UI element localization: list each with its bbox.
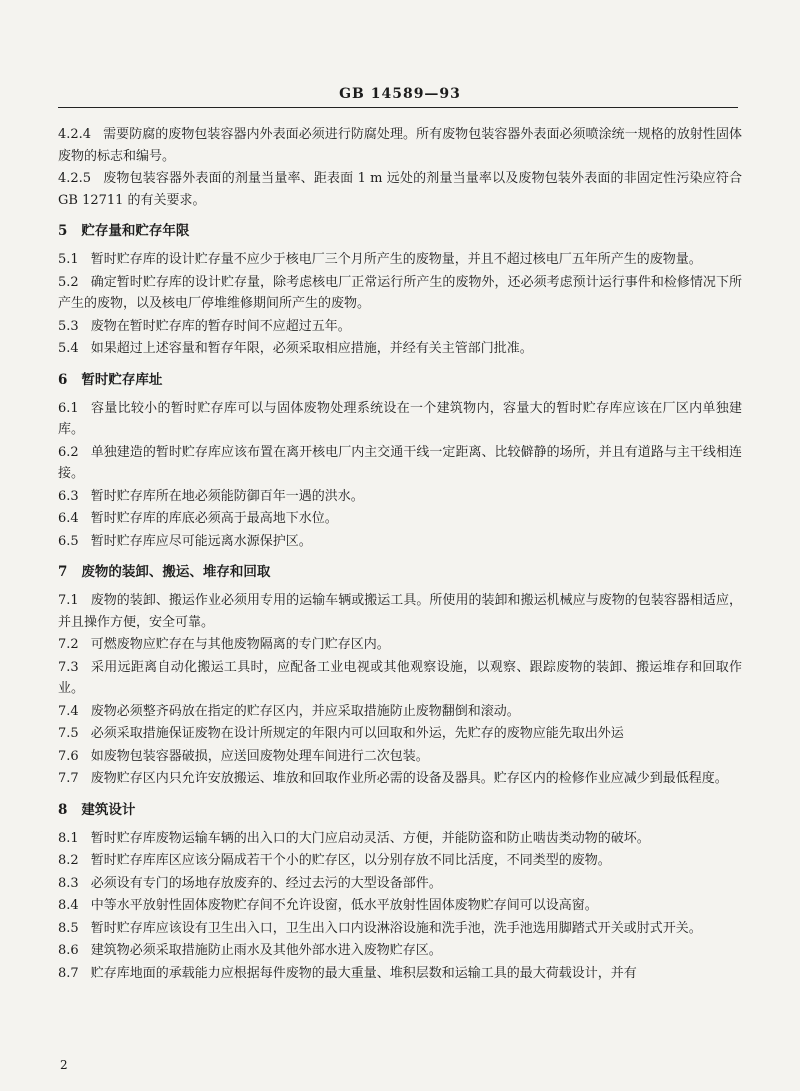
section-heading-7	[58, 562, 742, 582]
clause-number: 6.4	[58, 511, 79, 526]
clause-text: 单独建造的暂时贮存库应该布置在离开核电厂内主交通干线一定距离、比较僻静的场所，并且有道路与主干线相连接。	[58, 444, 742, 481]
clause-text: 废物在暂时贮存库的暂存时间不应超过五年。	[90, 318, 351, 334]
clause-number: 7.6	[58, 748, 79, 764]
clause-text: 废物的装卸、搬运作业必须用专用的运输车辆或搬运工具。所使用的装卸和搬运机械应与废物的包装容器相适应，并且操作方便，安全可靠。	[58, 593, 742, 630]
clause-text: 废物包装容器外表面的剂量当量率、距表面 1 m 远处的剂量当量率以及废物包装外表面的非固定性污染应符合 GB 12711 的有关要求。	[58, 171, 742, 208]
clause-text: 中等水平放射性固体废物贮存间不允许设窗，低水平放射性固体废物贮存间可以设高窗。	[90, 898, 598, 913]
clause-number: 7.1	[58, 593, 79, 608]
clause-text: 必须设有专门的场地存放废弃的、经过去污的大型设备部件。	[90, 875, 442, 891]
clause-number: 8.1	[58, 830, 79, 846]
page-number: 2	[60, 1058, 68, 1072]
clause-6-4	[58, 508, 742, 530]
clause-number: 7.5	[58, 726, 79, 741]
clause-text: 采用远距离自动化搬运工具时，应配备工业电视或其他观察设施，以观察、跟踪废物的装卸、搬运堆存和回取作业。	[58, 659, 742, 696]
clause-7-1	[58, 590, 742, 633]
clause-6-3	[58, 486, 742, 508]
page-header: GB 14589—93	[339, 86, 461, 102]
clause-number: 6.1	[58, 400, 79, 416]
clause-text: 贮存库地面的承载能力应根据每件废物的最大重量、堆积层数和运输工具的最大荷载设计，并有	[90, 965, 637, 981]
clause-text: 暂时贮存库所在地必须能防御百年一遇的洪水。	[90, 488, 364, 504]
clause-text: 如废物包装容器破损，应送回废物处理车间进行二次包装。	[90, 748, 429, 764]
clause-number: 5.4	[58, 341, 79, 356]
clause-4-2-5	[58, 168, 742, 211]
clause-number: 4.2.5	[58, 171, 92, 186]
section-number: 6	[58, 371, 68, 388]
clause-text: 暂时贮存库应尽可能远离水源保护区。	[90, 533, 312, 549]
clause-text: 需要防腐的废物包装容器内外表面必须进行防腐处理。所有废物包装容器外表面必须喷涂统一规格的放射性固体废物的标志和编号。	[58, 127, 742, 164]
clause-number: 8.7	[58, 965, 79, 981]
section-title: 建筑设计	[81, 801, 136, 818]
clause-number: 5.1	[58, 252, 79, 267]
clause-6-5	[58, 531, 742, 553]
section-title: 暂时贮存库址	[81, 371, 163, 388]
clause-5-1	[58, 249, 742, 271]
clause-number: 8.5	[58, 920, 79, 936]
clause-number: 6.3	[58, 488, 79, 504]
clause-number: 8.6	[58, 943, 79, 958]
section-title: 废物的装卸、搬运、堆存和回取	[81, 564, 271, 580]
clause-text: 容量比较小的暂时贮存库可以与固体废物处理系统设在一个建筑物内，容量大的暂时贮存库应该在厂区内单独建库。	[58, 400, 742, 437]
section-number: 7	[58, 564, 68, 580]
clause-text: 暂时贮存库废物运输车辆的出入口的大门应启动灵活、方便，并能防盗和防止啮齿类动物的破坏。	[90, 830, 650, 846]
header-rule	[58, 107, 738, 108]
clause-8-7	[58, 963, 742, 985]
clause-text: 废物贮存区内只允许安放搬运、堆放和回取作业所必需的设备及器具。贮存区内的检修作业应减少到最低程度。	[90, 771, 728, 786]
clause-number: 7.7	[58, 771, 79, 786]
clause-text: 建筑物必须采取措施防止雨水及其他外部水进入废物贮存区。	[90, 943, 442, 958]
clause-5-4	[58, 338, 742, 360]
clause-text: 可燃废物应贮存在与其他废物隔离的专门贮存区内。	[90, 637, 390, 652]
clause-number: 7.4	[58, 703, 79, 719]
clause-8-3	[58, 873, 742, 895]
clause-7-6	[58, 746, 742, 768]
clause-6-1	[58, 398, 742, 441]
clause-text: 如果超过上述容量和暂存年限，必须采取相应措施，并经有关主管部门批准。	[90, 341, 533, 356]
clause-7-2	[58, 634, 742, 656]
clause-7-4	[58, 701, 742, 723]
clause-number: 7.2	[58, 637, 79, 652]
clause-8-2	[58, 850, 742, 872]
clause-number: 5.3	[58, 318, 79, 334]
clause-4-2-4	[58, 124, 742, 167]
clause-5-3	[58, 316, 742, 338]
clause-8-4	[58, 895, 742, 917]
clause-text: 废物必须整齐码放在指定的贮存区内，并应采取措施防止废物翻倒和滚动。	[90, 703, 520, 719]
section-number: 8	[58, 801, 68, 818]
clause-number: 5.2	[58, 274, 79, 290]
section-title: 贮存量和贮存年限	[81, 223, 190, 239]
clause-text: 暂时贮存库库区应该分隔成若干个小的贮存区，以分别存放不同比活度，不同类型的废物。	[90, 853, 611, 868]
clause-7-3	[58, 657, 742, 700]
section-heading-8	[58, 800, 742, 820]
clause-number: 8.3	[58, 875, 79, 891]
clause-7-7	[58, 768, 742, 790]
clause-6-2	[58, 442, 742, 485]
clause-text: 暂时贮存库的库底必须高于最高地下水位。	[90, 511, 338, 526]
clause-text: 必须采取措施保证废物在设计所规定的年限内可以回取和外运，先贮存的废物应能先取出外运	[90, 726, 624, 741]
clause-8-5	[58, 918, 742, 940]
clause-8-6	[58, 940, 742, 962]
clause-8-1	[58, 828, 742, 850]
clause-text: 确定暂时贮存库的设计贮存量，除考虑核电厂正常运行所产生的废物外，还必须考虑预计运行事件和检修情况下所产生的废物，以及核电厂停堆维修期间所产生的废物。	[58, 274, 742, 311]
section-heading-6	[58, 370, 742, 390]
clause-text: 暂时贮存库应该设有卫生出入口，卫生出入口内设淋浴设施和洗手池，洗手池选用脚踏式开关或肘式开关。	[90, 920, 702, 936]
section-heading-5	[58, 221, 742, 241]
clause-7-5	[58, 723, 742, 745]
clause-number: 6.5	[58, 533, 79, 549]
clause-number: 7.3	[58, 659, 79, 675]
clause-number: 6.2	[58, 444, 79, 460]
clause-number: 4.2.4	[58, 127, 92, 142]
clause-number: 8.2	[58, 853, 79, 868]
document-body	[58, 124, 742, 985]
clause-5-2	[58, 272, 742, 315]
section-number: 5	[58, 223, 68, 239]
clause-text: 暂时贮存库的设计贮存量不应少于核电厂三个月所产生的废物量，并且不超过核电厂五年所产生的废物量。	[90, 252, 702, 267]
clause-number: 8.4	[58, 898, 79, 913]
